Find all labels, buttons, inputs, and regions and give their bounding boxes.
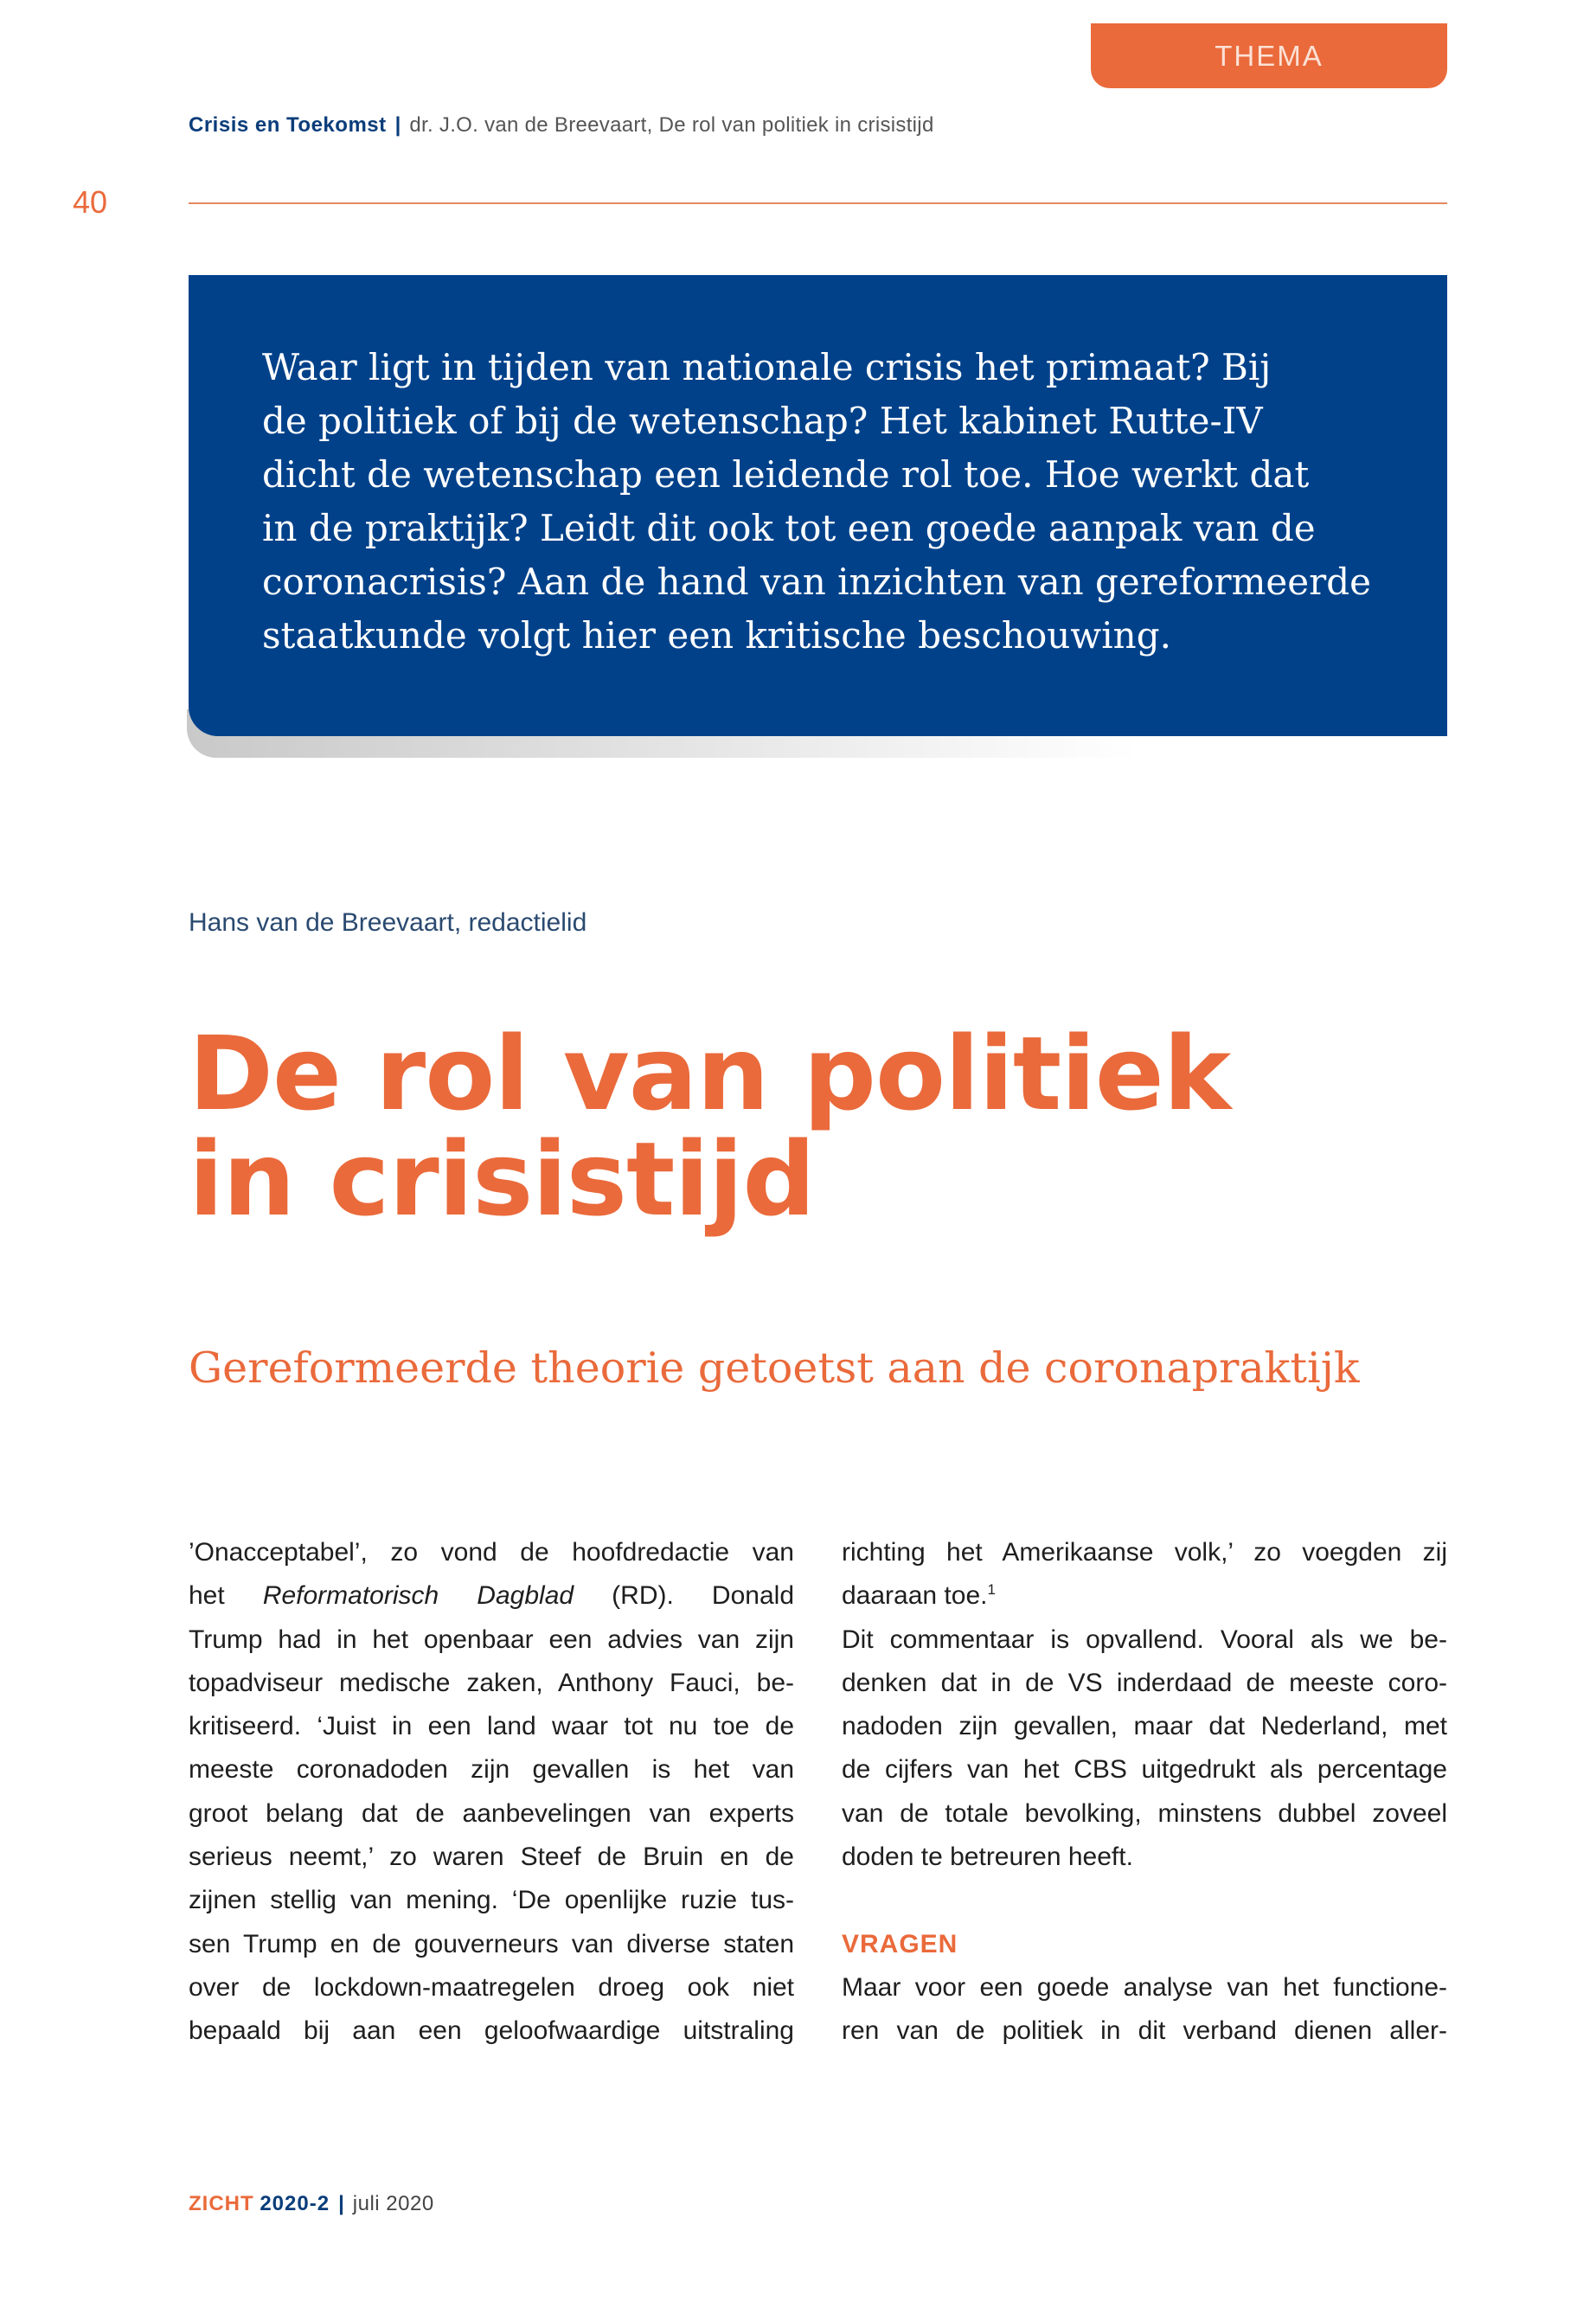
running-head — [189, 113, 934, 138]
body-line: Dit commentaar is opvallend. Vooral als we be- — [842, 1625, 1447, 1654]
article-subtitle: Gereformeerde theorie getoetst aan de coronapraktijk — [189, 1343, 1360, 1393]
body-line: topadviseur medische zaken, Anthony Fauci, be- — [189, 1668, 794, 1697]
section-heading-vragen: VRAGEN — [842, 1929, 958, 1958]
footer-separator: | — [338, 2192, 344, 2215]
footer-issue: 2020-2 — [260, 2192, 330, 2215]
body-line: over de lockdown-maatregelen droeg ook niet — [189, 1972, 794, 2002]
intro-line: Waar ligt in tijden van nationale crisis het primaat? Bij — [262, 346, 1272, 388]
footer-magazine: ZICHT — [189, 2192, 254, 2215]
newspaper-name: Reformatorisch Dagblad — [262, 1581, 574, 1611]
body-line: richting het Amerikaanse volk,’ zo voegden zij — [842, 1538, 1447, 1567]
body-line: kritiseerd. ‘Juist in een land waar tot nu toe de — [189, 1712, 794, 1741]
body-line: sen Trump en de gouverneurs van diverse staten — [189, 1929, 794, 1958]
paragraph-gap — [842, 1879, 1447, 1922]
body-line: groot belang dat de aanbevelingen van experts — [189, 1798, 794, 1828]
page-number: 40 — [73, 184, 108, 220]
body-line: doden te betreuren heeft. — [842, 1843, 1133, 1872]
body-line: van de totale bevolking, minstens dubbel zoveel — [842, 1798, 1447, 1828]
body-line — [842, 1574, 1447, 1618]
page-footer — [189, 2192, 434, 2216]
running-head-separator: | — [394, 113, 401, 137]
body-line: ’Onacceptabel’, zo vond de hoofdredactie van — [189, 1538, 794, 1567]
running-head-subtitle: dr. J.O. van de Breevaart, De rol van politiek in crisistijd — [409, 113, 934, 137]
running-head-title: Crisis en Toekomst — [189, 113, 387, 137]
body-line: denken dat in de VS inderdaad de meeste coro- — [842, 1668, 1447, 1697]
body-line: nadoden zijn gevallen, maar dat Nederland, met — [842, 1712, 1447, 1741]
body-column-right — [842, 1531, 1447, 2054]
top-rule-divider — [189, 202, 1447, 204]
author-byline: Hans van de Breevaart, redactielid — [189, 908, 587, 937]
intro-line: staatkunde volgt hier een kritische beschouwing. — [262, 614, 1171, 657]
intro-text — [262, 341, 1395, 663]
article-title — [189, 1014, 1443, 1239]
body-column-left — [189, 1531, 794, 2054]
body-line: bepaald bij aan een geloofwaardige uitstraling — [189, 2016, 794, 2046]
article-title-line: in crisistijd — [189, 1119, 815, 1239]
body-text: (RD). Donald — [574, 1581, 795, 1611]
body-line: meeste coronadoden zijn gevallen is het van — [189, 1755, 794, 1785]
intro-line: dicht de wetenschap een leidende rol toe. Hoe werkt dat — [262, 453, 1310, 496]
body-line — [189, 1574, 794, 1618]
intro-box — [189, 275, 1447, 736]
body-line: serieus neemt,’ zo waren Steef de Bruin en de — [189, 1843, 794, 1872]
intro-line: de politiek of bij de wetenschap? Het kabinet Rutte-IV — [262, 400, 1263, 442]
article-title-line: De rol van politiek — [189, 1014, 1231, 1133]
section-tab: THEMA — [1091, 23, 1447, 88]
body-line: Maar voor een goede analyse van het functione- — [842, 1972, 1447, 2002]
body-line: Trump had in het openbaar een advies van zijn — [189, 1625, 794, 1654]
body-line: ren van de politiek in dit verband dienen aller- — [842, 2016, 1447, 2046]
body-line: de cijfers van het CBS uitgedrukt als percentage — [842, 1755, 1447, 1785]
intro-line: coronacrisis? Aan de hand van inzichten van gereformeerde — [262, 561, 1371, 603]
footnote-marker: 1 — [987, 1581, 996, 1599]
body-text: het — [189, 1581, 263, 1611]
body-text: daaraan toe. — [842, 1581, 988, 1611]
footer-date: juli 2020 — [352, 2192, 434, 2215]
body-line: zijnen stellig van mening. ‘De openlijke ruzie tus- — [189, 1886, 794, 1915]
intro-line: in de praktijk? Leidt dit ook tot een goede aanpak van de — [262, 507, 1316, 549]
